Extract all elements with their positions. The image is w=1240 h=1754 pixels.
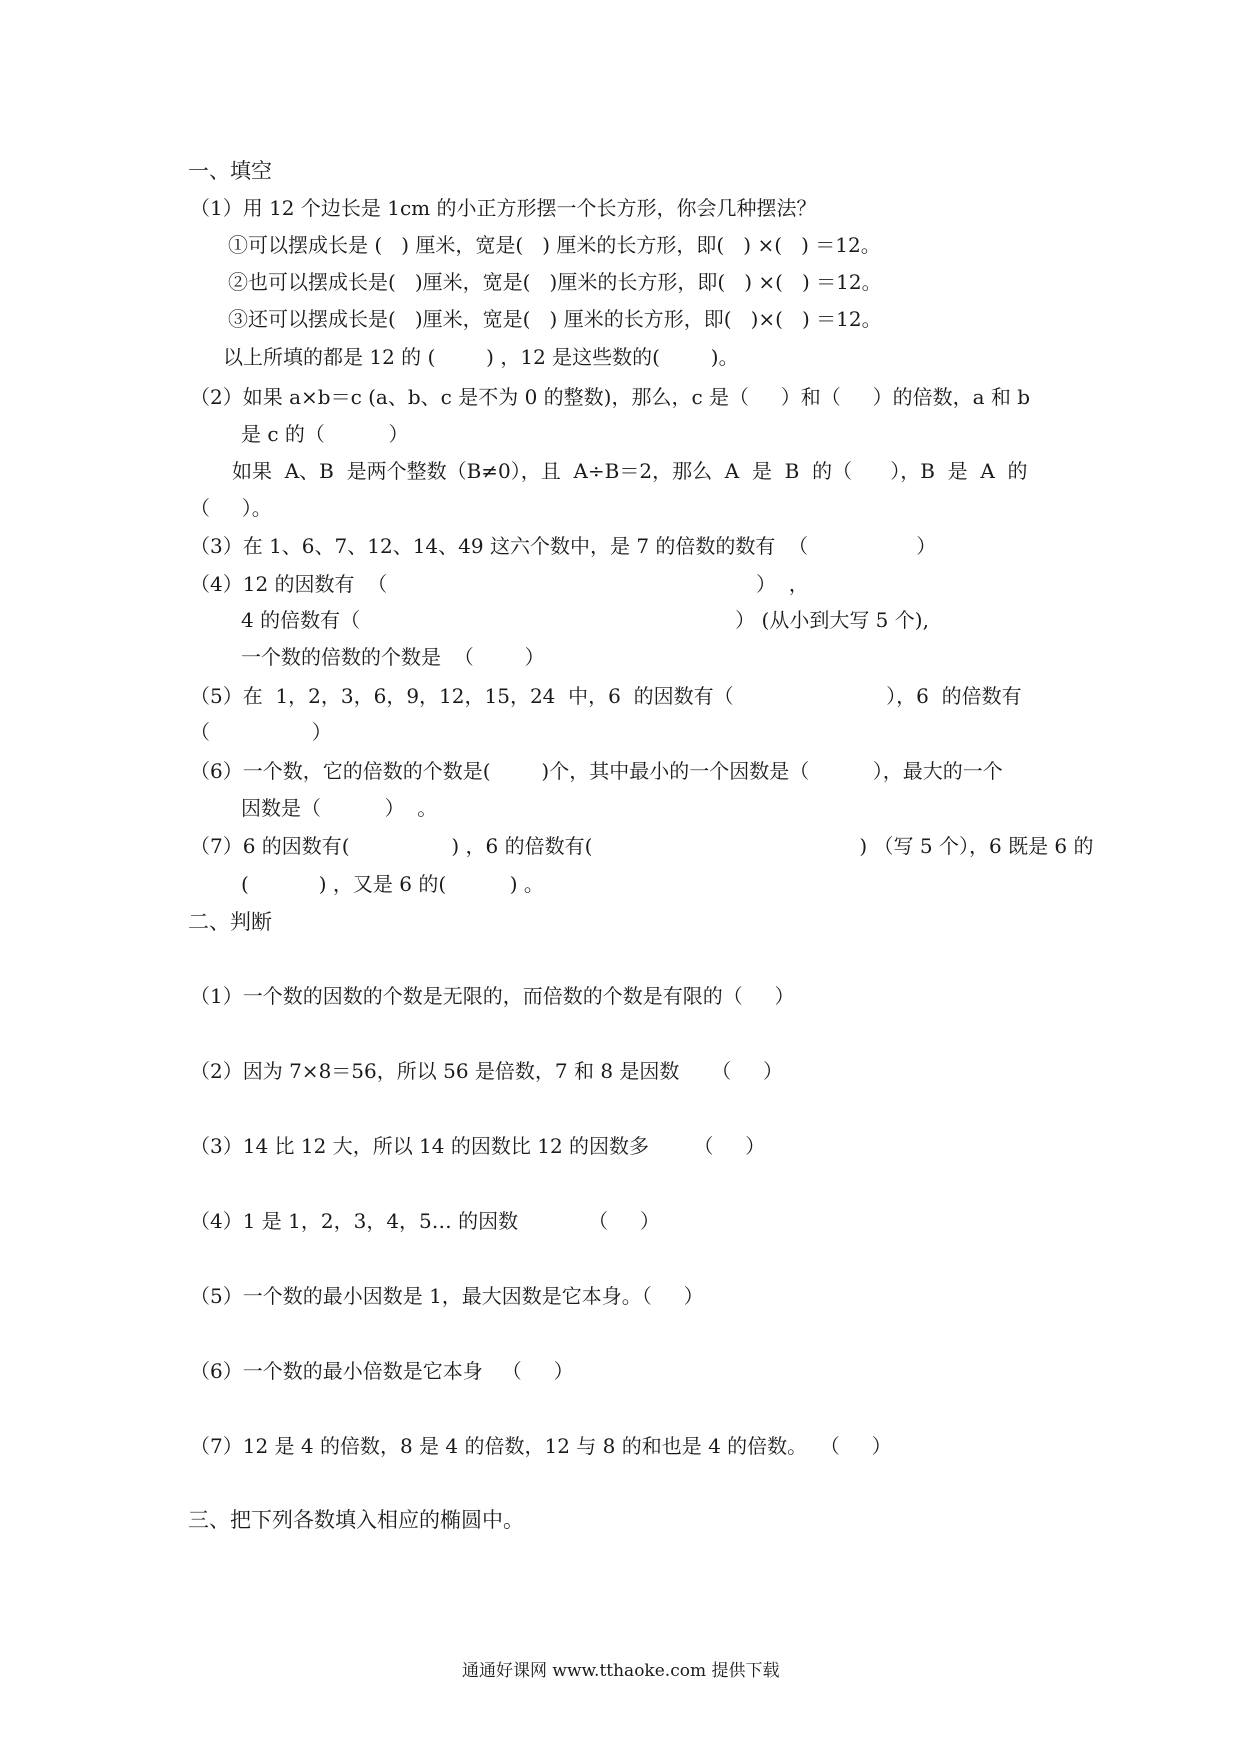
- q2-line-1: （2）如果 a×b＝c (a、b、c 是不为 0 的整数)，那么，c 是（ ）和（ ）的倍数，a 和 b: [190, 385, 1031, 409]
- q7-line-1: （7）6 的因数有( ) ，6 的倍数有( ) （写 5 个），6 既是 6 的: [190, 834, 1094, 858]
- section-2-title: 二、判断: [188, 910, 272, 934]
- judge-item-2: （2）因为 7×8＝56，所以 56 是倍数，7 和 8 是因数 （ ）: [190, 1059, 783, 1083]
- q6-line-2: 因数是（ ） 。: [241, 796, 438, 820]
- q3: （3）在 1、6、7、12、14、49 这六个数中，是 7 的倍数的数有 （ ）: [190, 534, 937, 558]
- judge-item-3: （3）14 比 12 大，所以 14 的因数比 12 的因数多 （ ）: [190, 1134, 766, 1158]
- q2-line-4: （ ）。: [190, 496, 272, 520]
- q4-line-3: 一个数的倍数的个数是 （ ）: [241, 645, 545, 669]
- q6-line-1: （6）一个数，它的倍数的个数是( )个，其中最小的一个因数是（ ），最大的一个: [190, 759, 1003, 783]
- q2-line-2: 是 c 的（ ）: [241, 422, 409, 446]
- judge-item-7: （7）12 是 4 的倍数，8 是 4 的倍数，12 与 8 的和也是 4 的倍数。 （ ）: [190, 1434, 892, 1458]
- judge-item-1: （1）一个数的因数的个数是无限的，而倍数的个数是有限的（ ）: [190, 984, 795, 1008]
- q1-option-c: ③还可以摆成长是( )厘米，宽是( ) 厘米的长方形，即( )×( ) ＝12。: [228, 307, 882, 331]
- q1-summary: 以上所填的都是 12 的 ( ) ，12 是这些数的( )。: [223, 345, 739, 369]
- footer-credit: 通通好课网 www.tthaoke.com 提供下载: [462, 1661, 780, 1681]
- q1-option-a: ①可以摆成长是 ( ) 厘米，宽是( ) 厘米的长方形，即( ) ×( ) ＝12。: [228, 233, 881, 257]
- judge-item-5: （5）一个数的最小因数是 1，最大因数是它本身。（ ）: [190, 1284, 704, 1308]
- q7-line-2: ( ) ，又是 6 的( ) 。: [241, 872, 544, 896]
- q1-stem: （1）用 12 个边长是 1cm 的小正方形摆一个长方形，你会几种摆法？: [190, 196, 817, 220]
- judge-item-6: （6）一个数的最小倍数是它本身 （ ）: [190, 1359, 574, 1383]
- q4-line-1: （4）12 的因数有 （ ） ，: [190, 572, 809, 596]
- judge-item-4: （4）1 是 1，2，3，4，5… 的因数 （ ）: [190, 1209, 660, 1233]
- section-3-title: 三、把下列各数填入相应的椭圆中。: [188, 1508, 524, 1532]
- q1-option-b: ②也可以摆成长是( )厘米，宽是( )厘米的长方形，即( ) ×( ) ＝12。: [228, 270, 882, 294]
- q4-line-2: 4 的倍数有（ ） (从小到大写 5 个),: [241, 608, 929, 632]
- section-1-title: 一、填空: [188, 159, 272, 183]
- q5-line-2: （ ）: [190, 720, 332, 744]
- q2-line-3: 如果 A、B 是两个整数（B≠0），且 A÷B＝2，那么 A 是 B 的（ ），B 是 A 的: [232, 459, 1028, 483]
- q5-line-1: （5）在 1，2，3，6，9，12，15，24 中，6 的因数有（ ），6 的倍数有: [190, 684, 1022, 708]
